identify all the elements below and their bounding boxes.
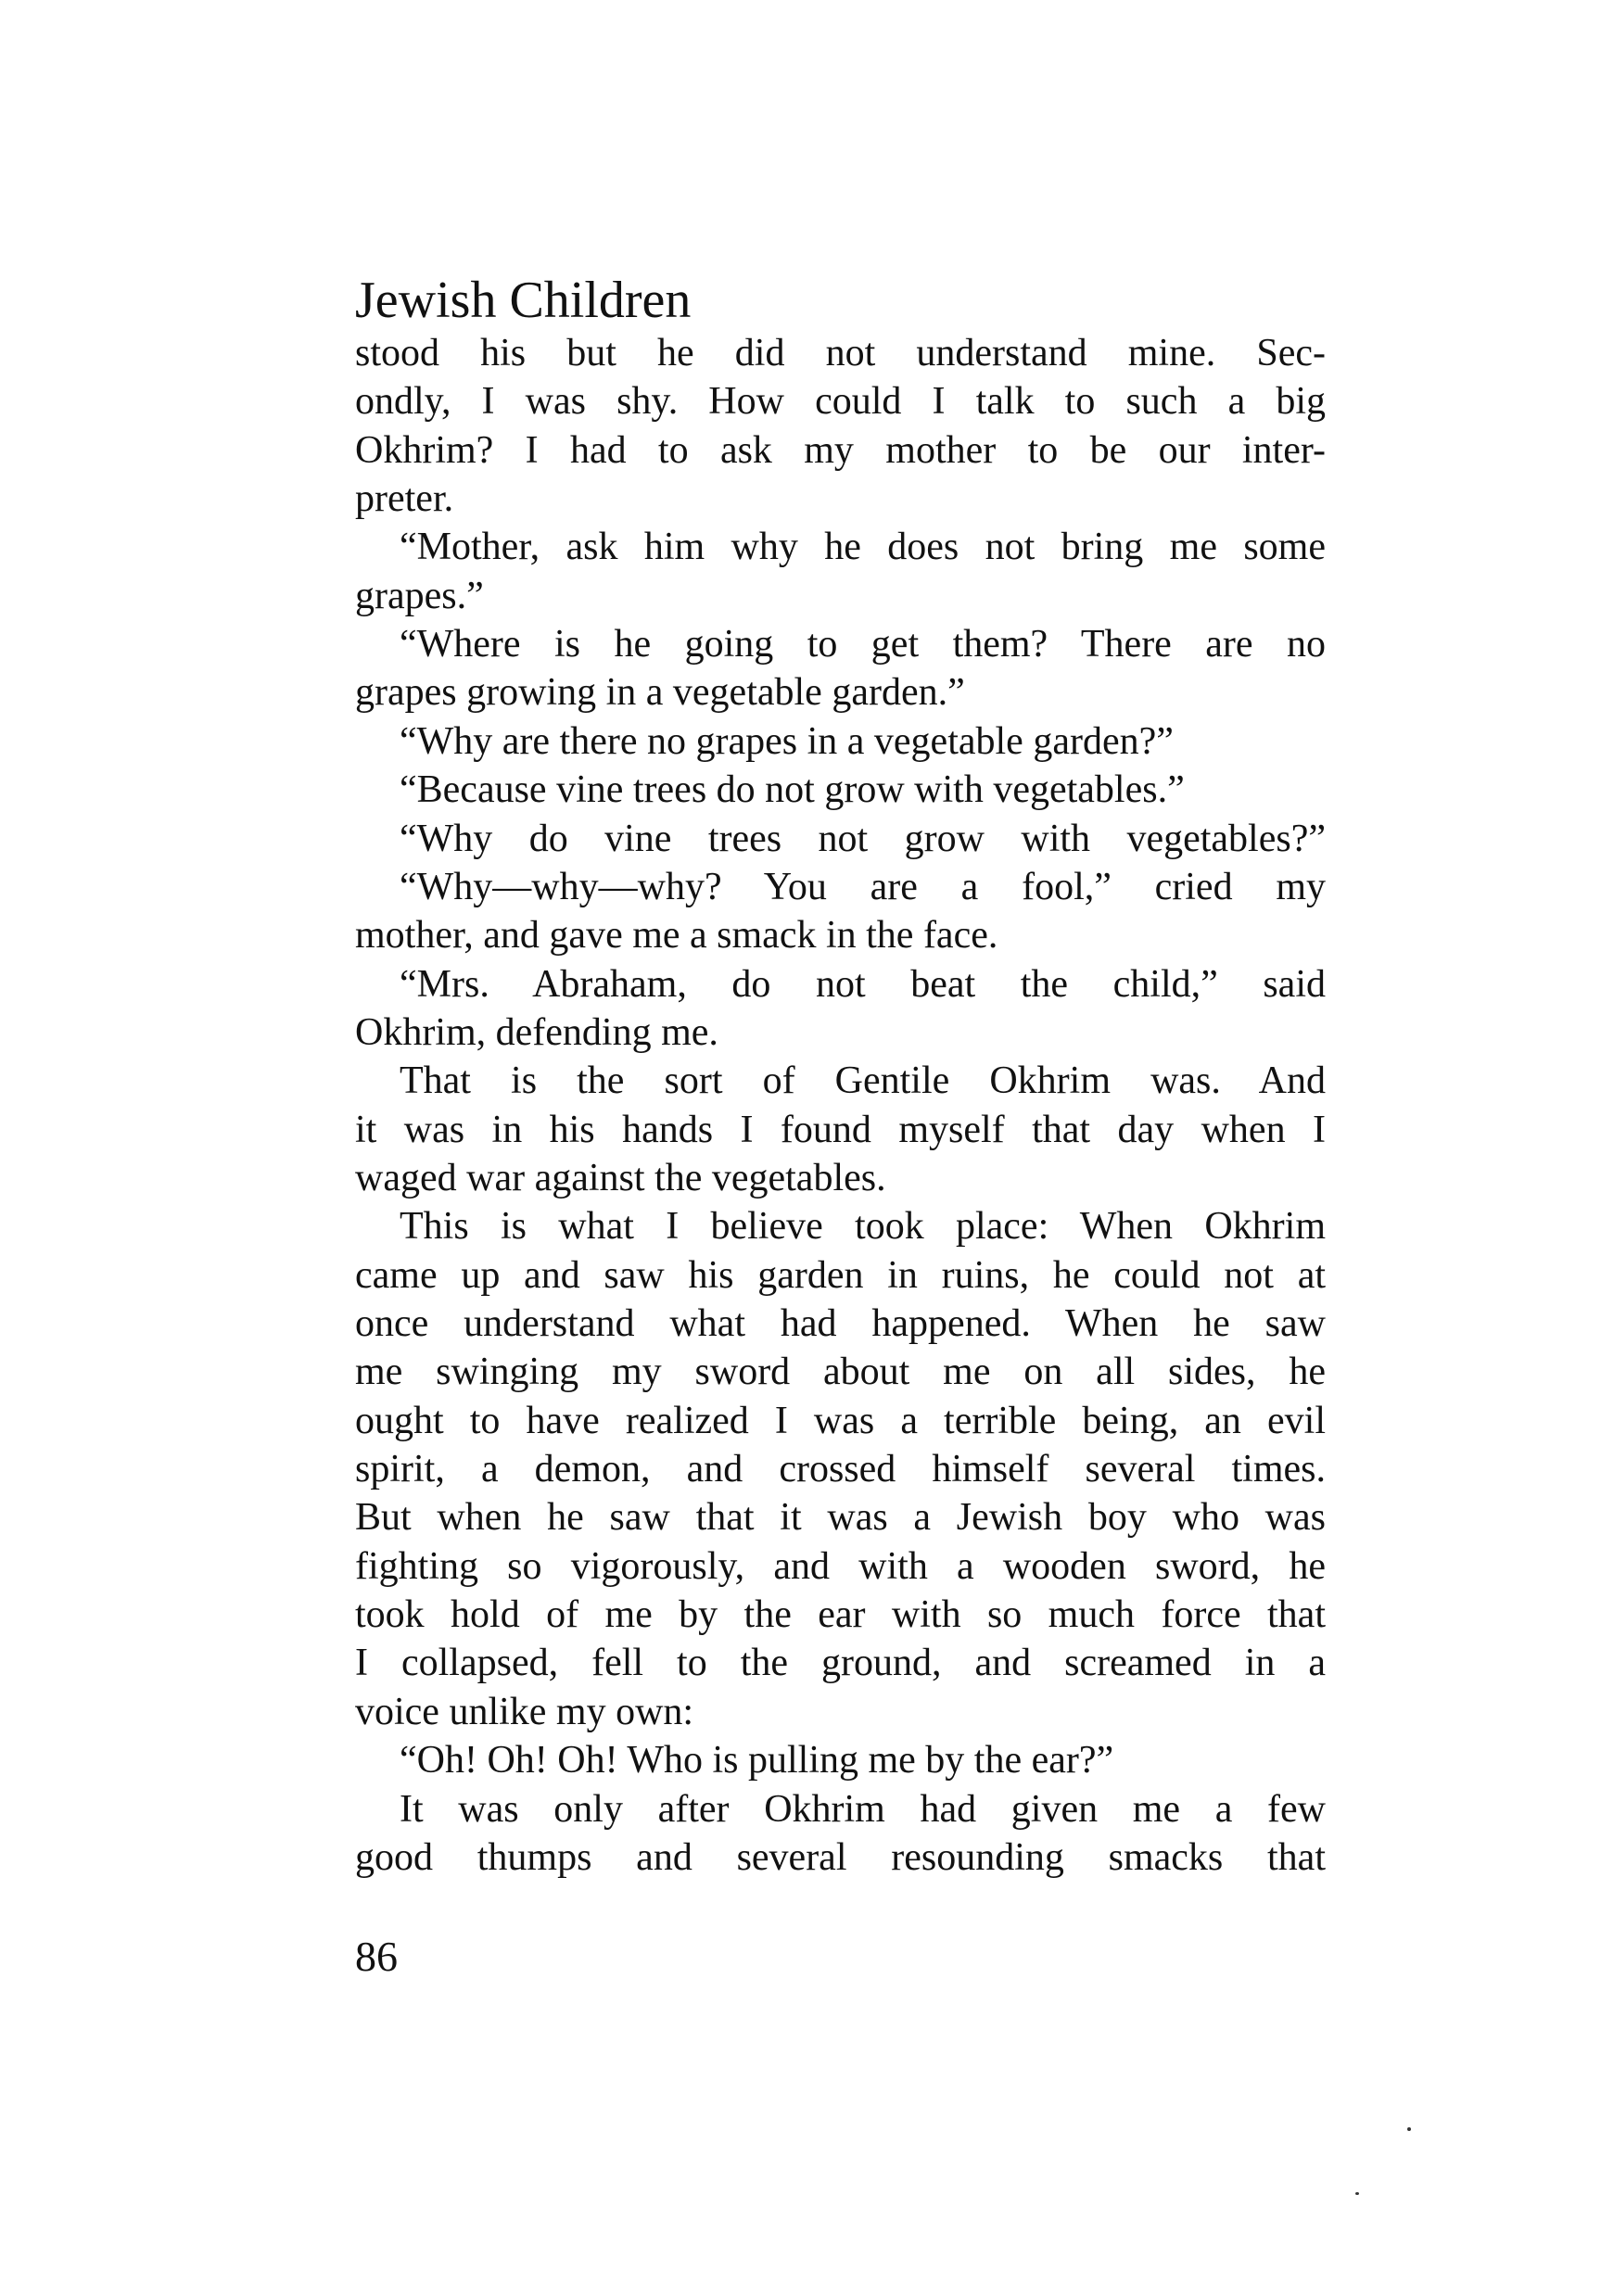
text-line: voice unlike my own: [355,1691,694,1733]
text-line: preter. [355,477,454,520]
text-line: it was in his hands I found myself that day when I [355,1109,1326,1151]
scan-speck [1355,2192,1359,2195]
page-number: 86 [355,1933,398,1980]
text-line: “Why do vine trees not grow with vegetables?” [400,818,1326,860]
text-line: Okhrim, defending me. [355,1011,718,1054]
text-line: stood his but he did not understand mine. Sec- [355,332,1326,374]
text-line: I collapsed, fell to the ground, and screamed in a [355,1642,1326,1684]
text-line: waged war against the vegetables. [355,1157,886,1199]
text-line: spirit, a demon, and crossed himself several times. [355,1448,1326,1490]
scan-speck [1407,2127,1411,2131]
text-line: This is what I believe took place: When Okhrim [400,1205,1326,1248]
text-line: It was only after Okhrim had given me a few [400,1788,1326,1831]
text-line: good thumps and several resounding smacks that [355,1836,1326,1879]
text-line: me swinging my sword about me on all sides, he [355,1351,1326,1393]
text-line: “Why are there no grapes in a vegetable garden?” [400,720,1174,763]
text-line: grapes.” [355,575,484,617]
text-line: “Mrs. Abraham, do not beat the child,” said [400,963,1326,1006]
text-line: That is the sort of Gentile Okhrim was. And [400,1059,1326,1102]
text-line: Okhrim? I had to ask my mother to be our inter- [355,429,1326,472]
text-line: “Because vine trees do not grow with vegetables.” [400,768,1185,811]
running-head: Jewish Children [355,272,692,329]
text-line: “Mother, ask him why he does not bring me some [400,526,1326,568]
text-line: grapes growing in a vegetable garden.” [355,671,965,714]
text-line: fighting so vigorously, and with a wooden sword, he [355,1545,1326,1588]
text-line: ondly, I was shy. How could I talk to such a big [355,380,1326,423]
text-line: “Where is he going to get them? There are no [400,623,1326,666]
text-line: “Oh! Oh! Oh! Who is pulling me by the ear?” [400,1739,1114,1782]
text-line: “Why—why—why? You are a fool,” cried my [400,866,1326,908]
text-line: came up and saw his garden in ruins, he could not at [355,1254,1326,1297]
text-line: But when he saw that it was a Jewish boy who was [355,1496,1326,1539]
text-line: once understand what had happened. When he saw [355,1302,1326,1345]
text-line: mother, and gave me a smack in the face. [355,914,998,957]
text-line: ought to have realized I was a terrible being, an evil [355,1400,1326,1442]
text-line: took hold of me by the ear with so much force that [355,1593,1326,1636]
